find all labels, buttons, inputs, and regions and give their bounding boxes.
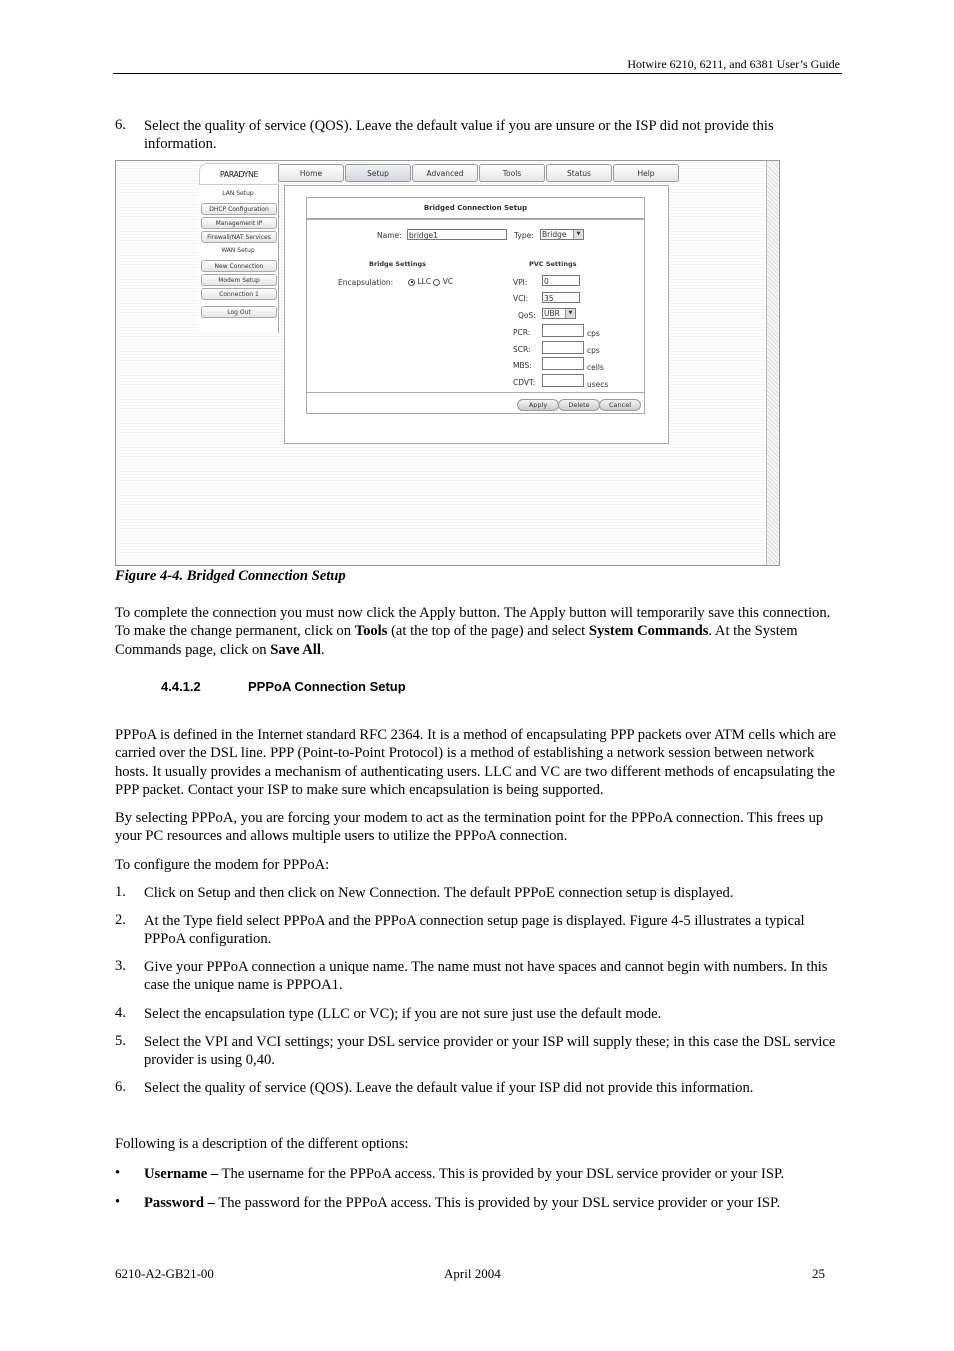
sidebar-item-new-connection[interactable]: New Connection (201, 260, 277, 272)
pcr-unit: cps (587, 329, 600, 338)
type-label: Type: (514, 231, 534, 240)
divider (307, 392, 644, 393)
step-number: 6. (115, 1079, 126, 1095)
name-input[interactable]: bridge1 (407, 229, 507, 240)
mbs-label: MBS: (513, 361, 532, 370)
vci-input[interactable]: 35 (542, 292, 580, 303)
step-text: Click on Setup and then click on New Connection. The default PPPoE connection setup is displayed. (144, 885, 734, 901)
scr-input[interactable] (542, 341, 584, 354)
step-text: Select the quality of service (QOS). Leave the default value if your ISP did not provide this information. (144, 1080, 754, 1096)
logout-button[interactable]: Log Out (201, 306, 277, 318)
qos-select[interactable]: UBR ▼ (542, 308, 576, 319)
paragraph: Following is a description of the different options: (115, 1136, 409, 1152)
paragraph: PPPoA is defined in the Internet standard RFC 2364. It is a method of encapsulating PPP packets over ATM cells which are carried over the DSL line. PPP (Point-to-Point Protocol) is a method of establishing a network session between network hosts. It usually provides a mechanism of authenticating users. LLC and VC are two different methods of encapsulating the PPP packet. Contact your ISP to make sure which encapsulation is being supported. (115, 727, 836, 798)
chevron-down-icon: ▼ (565, 309, 575, 318)
running-header: Hotwire 6210, 6211, and 6381 User’s Guide (627, 57, 840, 71)
step-number: 5. (115, 1033, 126, 1049)
scr-label: SCR: (513, 345, 531, 354)
step-text: Select the encapsulation type (LLC or VC); if you are not sure just use the default mode. (144, 1006, 662, 1022)
bridge-settings-heading: Bridge Settings (369, 260, 427, 268)
sidebar-item-firewall[interactable]: Firewall/NAT Services (201, 231, 277, 243)
tab-help[interactable]: Help (613, 164, 679, 182)
bridged-setup-form (306, 197, 645, 414)
cancel-button[interactable]: Cancel (599, 399, 641, 411)
step-text: Select the VPI and VCI settings; your DSL service provider or your ISP will supply these; in this case the DSL service provider is using 0,40. (144, 1034, 836, 1069)
delete-button[interactable]: Delete (558, 399, 600, 411)
figure-caption: Figure 4-4. Bridged Connection Setup (115, 568, 346, 584)
vpi-input[interactable]: 0 (542, 275, 580, 286)
step-text: Give your PPPoA connection a unique name. The name must not have spaces and cannot begin with numbers. In this case the unique name is PPPOA1. (144, 959, 828, 994)
sidebar (199, 185, 279, 333)
footer-date: April 2004 (444, 1266, 501, 1281)
radio-llc[interactable] (408, 279, 415, 286)
pvc-settings-heading: PVC Settings (529, 260, 577, 268)
page-number: 25 (812, 1266, 825, 1281)
type-select[interactable]: Bridge ▼ (540, 229, 584, 240)
pcr-input[interactable] (542, 324, 584, 337)
sidebar-item-dhcp[interactable]: DHCP Configuration (201, 203, 277, 215)
bullet-item: Username – The username for the PPPoA access. This is provided by your DSL service provider or your ISP. (144, 1166, 785, 1182)
content-panel (284, 185, 669, 444)
pcr-label: PCR: (513, 328, 531, 337)
scr-unit: cps (587, 346, 600, 355)
section-number: 4.4.1.2 (161, 679, 201, 694)
sidebar-item-management-ip[interactable]: Management IP (201, 217, 277, 229)
vpi-label: VPI: (513, 278, 528, 287)
encapsulation-label: Encapsulation: (338, 278, 394, 287)
form-title: Bridged Connection Setup (423, 204, 528, 212)
paragraph: To complete the connection you must now click the Apply button. The Apply button will temporarily save this connection. To make the change permanent, click on Tools (at the top of the page) and select System Commands. At the System Commands page, click on Save All. (115, 605, 831, 658)
tab-home[interactable]: Home (278, 164, 344, 182)
bullet-item: Password – The password for the PPPoA access. This is provided by your DSL service provider or your ISP. (144, 1195, 781, 1211)
header-rule (113, 73, 842, 74)
paragraph: By selecting PPPoA, you are forcing your modem to act as the termination point for the PPPoA connection. This frees up your PC resources and allows multiple users to utilize the PPPoA connection. (115, 810, 824, 845)
step-text: Select the quality of service (QOS). Leave the default value if you are unsure or the ISP did not provide this information. (144, 118, 774, 153)
name-label: Name: (377, 231, 402, 240)
bullet-icon: • (115, 1194, 121, 1210)
scrollbar[interactable] (766, 161, 779, 565)
sidebar-item-connection-1[interactable]: Connection 1 (201, 288, 277, 300)
step-number: 1. (115, 884, 126, 900)
paradyne-logo: PARADYNE (199, 163, 279, 185)
radio-vc[interactable] (433, 279, 440, 286)
qos-label: QoS: (518, 311, 536, 320)
step-text: At the Type field select PPPoA and the PPPoA connection setup page is displayed. Figure 4-5 illustrates a typical PPPoA configuration. (144, 913, 805, 948)
embedded-screenshot (115, 160, 780, 566)
footer-doc-number: 6210-A2-GB21-00 (115, 1266, 214, 1281)
apply-button[interactable]: Apply (517, 399, 559, 411)
vci-label: VCI: (513, 294, 529, 303)
cdvt-label: CDVT: (513, 378, 536, 387)
tab-tools[interactable]: Tools (479, 164, 545, 182)
mbs-input[interactable] (542, 357, 584, 370)
mbs-unit: cells (587, 363, 604, 372)
lan-setup-label: LAN Setup (222, 190, 254, 197)
paragraph: To configure the modem for PPPoA: (115, 857, 330, 873)
tab-status[interactable]: Status (546, 164, 612, 182)
step-number: 4. (115, 1005, 126, 1021)
cdvt-input[interactable] (542, 374, 584, 387)
cdvt-unit: usecs (587, 380, 609, 389)
step-number: 6. (115, 117, 126, 133)
tab-advanced[interactable]: Advanced (412, 164, 478, 182)
step-number: 2. (115, 912, 126, 928)
chevron-down-icon: ▼ (573, 230, 583, 239)
tab-setup[interactable]: Setup (345, 164, 411, 182)
section-title: PPPoA Connection Setup (248, 679, 406, 694)
bullet-icon: • (115, 1165, 121, 1181)
sidebar-item-modem-setup[interactable]: Modem Setup (201, 274, 277, 286)
divider (307, 218, 644, 220)
wan-setup-label: WAN Setup (221, 247, 255, 254)
step-number: 3. (115, 958, 126, 974)
encapsulation-radios: LLC VC (408, 277, 453, 286)
